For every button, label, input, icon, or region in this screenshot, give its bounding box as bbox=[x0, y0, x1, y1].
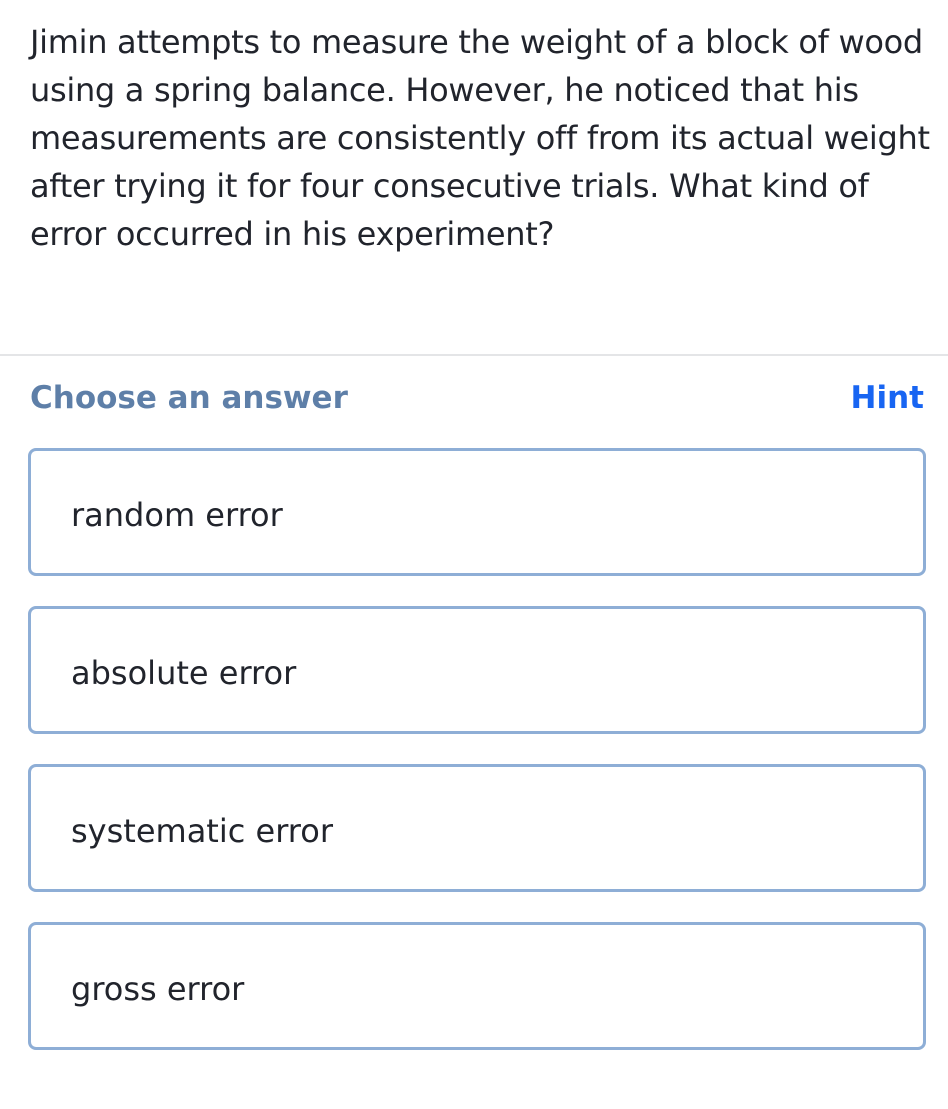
choice-label: random error bbox=[71, 496, 283, 534]
choice-systematic-error[interactable] bbox=[28, 764, 926, 892]
question-text: Jimin attempts to measure the weight of a block of wood using a spring balance. However, he noticed that his measurements are consistently off from its actual weight after trying it for four consecutive trials. What kind of error occurred in his experiment? bbox=[30, 23, 930, 253]
section-divider bbox=[0, 354, 948, 356]
answer-choices bbox=[28, 448, 926, 1080]
choice-label: systematic error bbox=[71, 812, 333, 850]
choice-gross-error[interactable] bbox=[28, 922, 926, 1050]
answer-header bbox=[30, 376, 924, 420]
hint-button[interactable]: Hint bbox=[850, 380, 924, 416]
choose-answer-label: Choose an answer bbox=[30, 380, 348, 416]
choice-label: gross error bbox=[71, 970, 245, 1008]
choice-label: absolute error bbox=[71, 654, 297, 692]
choice-absolute-error[interactable] bbox=[28, 606, 926, 734]
choice-random-error[interactable] bbox=[28, 448, 926, 576]
